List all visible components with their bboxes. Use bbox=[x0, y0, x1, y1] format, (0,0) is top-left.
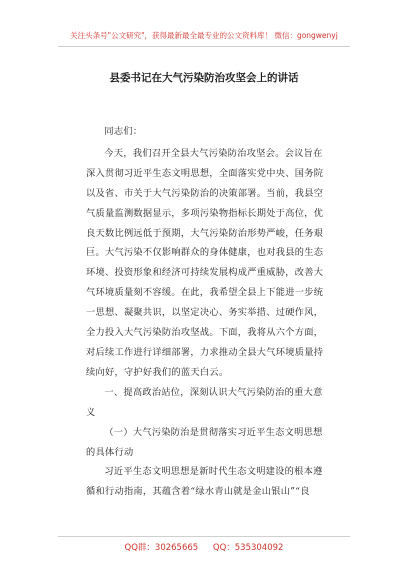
subsection-heading: （一）大气污染防治是贯彻落实习近平生态文明思想的具体行动 bbox=[86, 426, 323, 458]
paragraph: 今天，我们召开全县大气污染防治攻坚会。会议旨在深入贯彻习近平生态文明思想，全面落实党中央、国务院以及省、市关于大气污染防治的决策部署。当前，我县空气质量监测数据显示，多项污染物指标长期处于高位，优良天数比例远低于预期，大气污染防治形势严峻，任务艰巨。大气污染不仅影响群众的身体健康，也对我县的生态环境、投资形象和经济可持续发展构成严重威胁，改善大气环境质量刻不容缓。在此，我希望全县上下能进一步统一思想、凝聚共识，以坚定决心、务实举措、过硬作风，全力投入大气污染防治攻坚战。下面，我将从六个方面，对后续工作进行详细部署，力求推动全县大气环境质量持续向好，守护好我们的蓝天白云。 bbox=[86, 147, 324, 378]
section-heading: 一、提高政治站位，深刻认识大气污染防治的重大意义 bbox=[86, 386, 323, 418]
salutation: 同志们： bbox=[104, 126, 143, 137]
footer bbox=[0, 541, 408, 553]
paragraph: 习近平生态文明思想是新时代生态文明建设的根本遵循和行动指南，其蕴含着“绿水青山就是金山银山”“良 bbox=[86, 466, 323, 498]
document-body bbox=[86, 122, 326, 502]
footer-qq: QQ：535304092 bbox=[212, 543, 284, 553]
footer-divider bbox=[58, 536, 350, 537]
header-note: 关注头条号"公文研究"，获得最新最全最专业的公文资料库！ 微信：gongwenyj bbox=[70, 31, 338, 40]
header-divider bbox=[58, 46, 350, 47]
footer-qq-group: QQ群：30265665 bbox=[124, 543, 199, 553]
document-title: 县委书记在大气污染防治攻坚会上的讲话 bbox=[109, 72, 299, 84]
